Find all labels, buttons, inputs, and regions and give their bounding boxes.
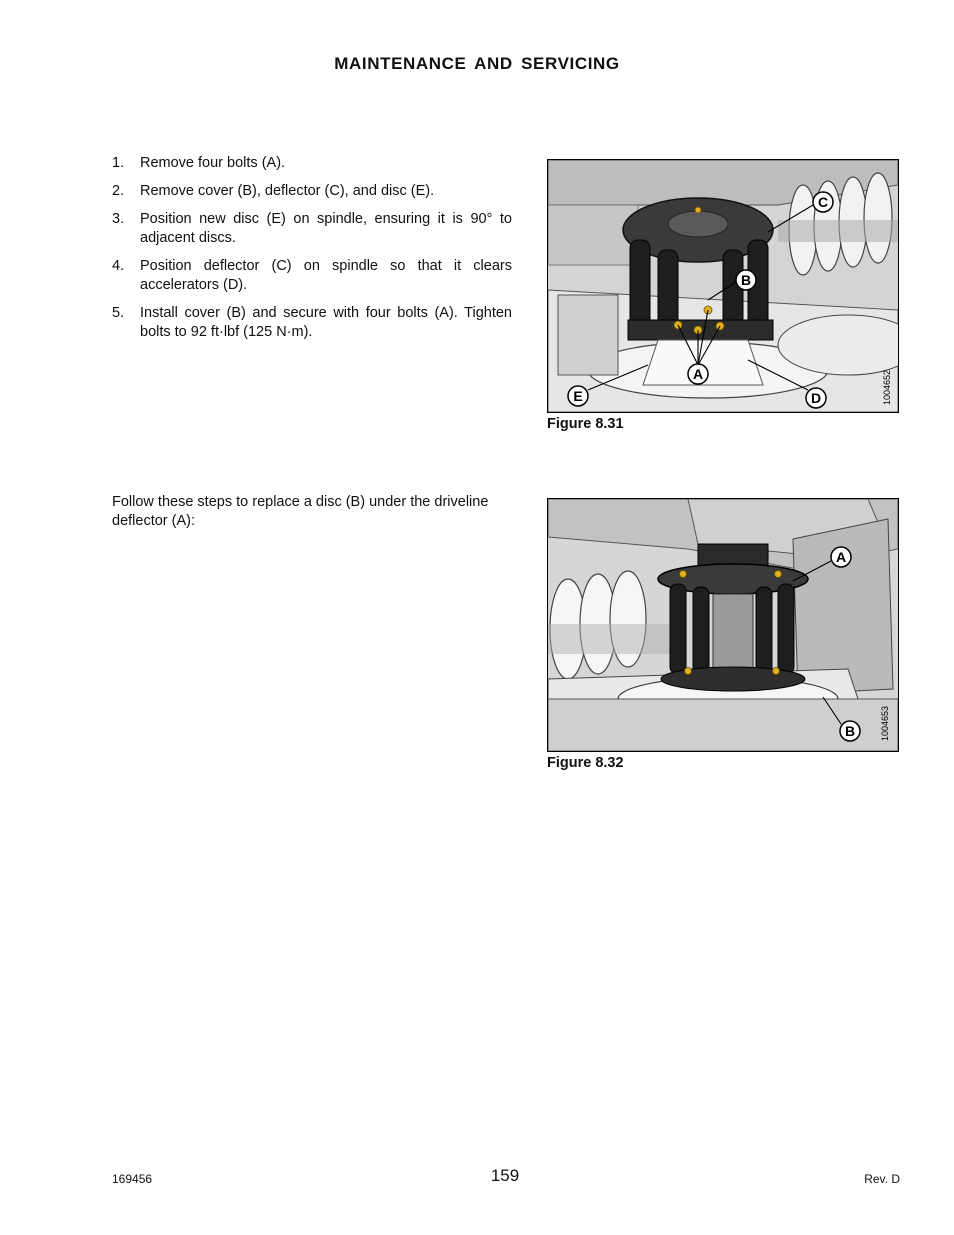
callout-e bbox=[568, 386, 588, 406]
svg-text:A: A bbox=[692, 366, 704, 382]
step-text: Position new disc (E) on spindle, ensuring it is 90° to adjacent discs. bbox=[140, 211, 512, 246]
svg-text:B: B bbox=[740, 272, 752, 288]
callout-a bbox=[688, 364, 708, 384]
disc-assembly-drawing bbox=[548, 160, 898, 412]
figure-8-31-illustration bbox=[547, 159, 899, 413]
svg-text:C: C bbox=[817, 194, 829, 210]
figure-8-32-illustration bbox=[547, 498, 899, 752]
svg-text:E: E bbox=[573, 388, 583, 404]
document-number: 169456 bbox=[112, 1172, 153, 1186]
figure-id: 1004652 bbox=[882, 369, 892, 405]
step-item bbox=[112, 257, 512, 295]
figure-caption: Figure 8.31 bbox=[547, 416, 624, 432]
step-number: 1. bbox=[112, 155, 125, 171]
step-number: 5. bbox=[112, 305, 125, 321]
intro-paragraph: Follow these steps to replace a disc (B) under the driveline deflector (A): bbox=[112, 494, 489, 529]
step-item bbox=[112, 154, 512, 173]
callout-a bbox=[831, 547, 851, 567]
callout-b bbox=[840, 721, 860, 741]
figure-id: 1004653 bbox=[880, 705, 890, 741]
step-number: 4. bbox=[112, 258, 125, 274]
svg-text:A: A bbox=[835, 549, 847, 565]
step-text: Install cover (B) and secure with four bolts (A). Tighten bolts to 92 ft·lbf (125 N·m). bbox=[140, 305, 512, 340]
svg-text:D: D bbox=[810, 390, 822, 406]
figure-caption: Figure 8.32 bbox=[547, 755, 624, 771]
step-number: 2. bbox=[112, 183, 125, 199]
revision-label: Rev. D bbox=[864, 1172, 900, 1186]
step-item bbox=[112, 210, 512, 248]
callout-c bbox=[813, 192, 833, 212]
page-number: 159 bbox=[490, 1166, 520, 1185]
step-item bbox=[112, 304, 512, 342]
procedure-steps bbox=[112, 154, 512, 351]
svg-text:B: B bbox=[844, 723, 856, 739]
page-header: MAINTENANCE AND SERVICING bbox=[334, 54, 620, 73]
step-text: Remove cover (B), deflector (C), and disc (E). bbox=[140, 183, 435, 199]
callout-d bbox=[806, 388, 826, 408]
step-text: Position deflector (C) on spindle so that it clears accelerators (D). bbox=[140, 258, 512, 293]
callout-b bbox=[736, 270, 756, 290]
step-item bbox=[112, 182, 512, 201]
step-number: 3. bbox=[112, 211, 125, 227]
step-text: Remove four bolts (A). bbox=[140, 155, 286, 171]
driveline-disc-drawing bbox=[548, 499, 898, 751]
